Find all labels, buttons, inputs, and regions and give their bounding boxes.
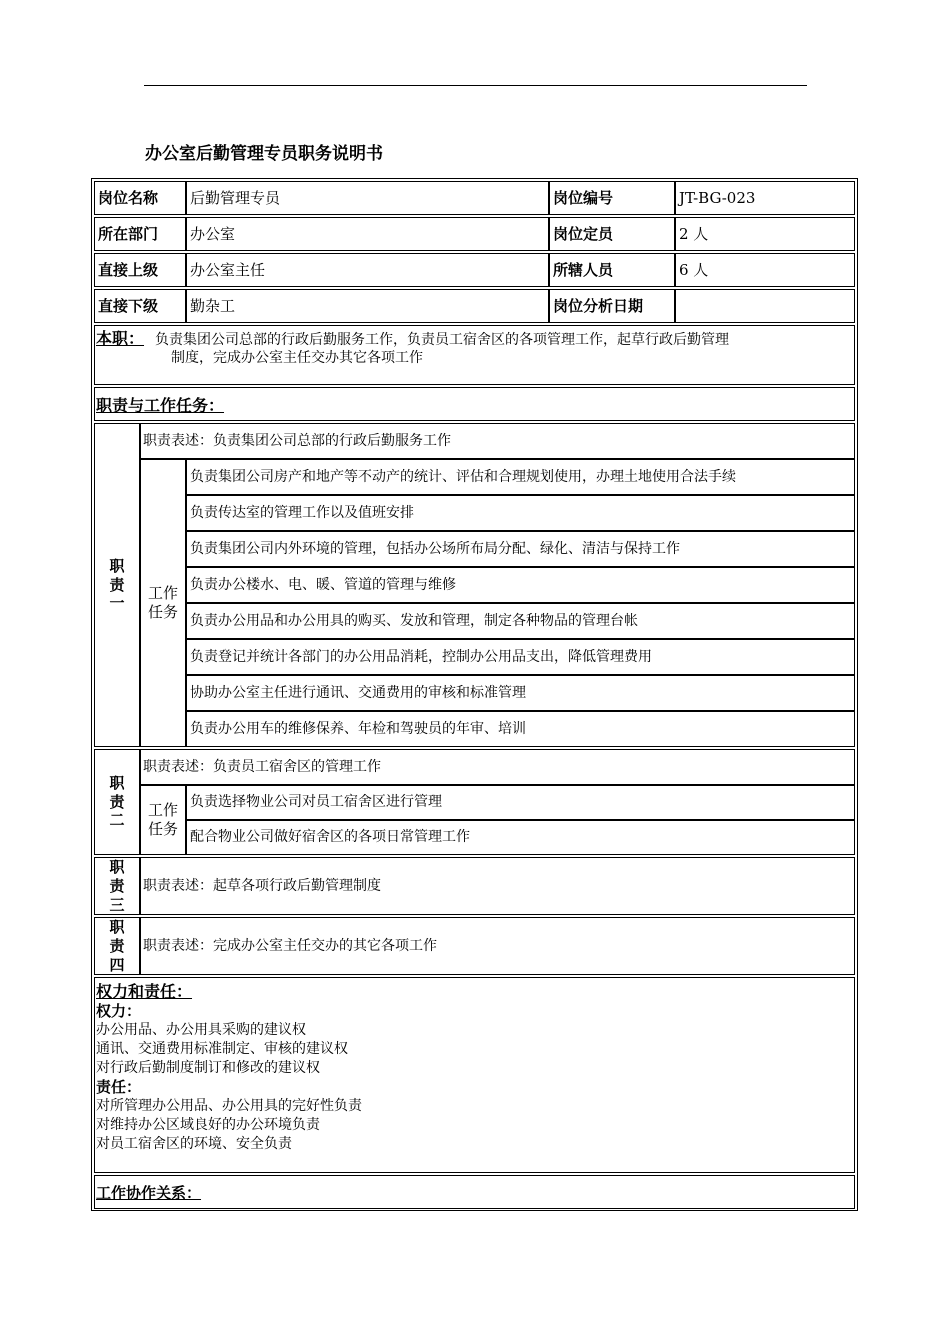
header-rule — [144, 85, 807, 86]
duty-line-2: 制度，完成办公室主任交办其它各项工作 — [171, 350, 423, 366]
power-item-1: 办公用品、办公用具采购的建议权 — [96, 1022, 306, 1038]
resp1-task-8: 负责办公用车的维修保养、年检和驾驶员的年审、培训 — [190, 720, 526, 737]
resp2-label — [94, 749, 140, 855]
resp2-task-label — [140, 785, 186, 855]
resp1-task-1: 负责集团公司房产和地产等不动产的统计、评估和合理规划使用，办理土地使用合法手续 — [190, 468, 736, 485]
resp4-label-char-2: 责 — [109, 936, 125, 955]
resp1-task-5: 负责办公用品和办公用具的购买、发放和管理，制定各种物品的管理台帐 — [190, 612, 638, 629]
resp2-label-char-3: 二 — [109, 811, 125, 830]
analysis-date-value — [675, 289, 855, 323]
collaboration-heading: 工作协作关系： — [96, 1184, 202, 1202]
superior-label: 直接上级 — [98, 261, 159, 279]
resp1-label-char-3: 一 — [109, 594, 125, 613]
subordinate-value: 勤杂工 — [190, 297, 236, 315]
resp1-label — [94, 423, 140, 747]
resp1-task-2: 负责传达室的管理工作以及值班安排 — [190, 504, 414, 521]
resp1-task-4: 负责办公楼水、电、暖、管道的管理与维修 — [190, 576, 456, 593]
collaboration-cell — [94, 1175, 855, 1209]
document-title: 办公室后勤管理专员职务说明书 — [145, 144, 383, 164]
duty-label: 本职： — [96, 329, 145, 348]
resp2-task-label-line-1: 工作 — [147, 801, 178, 820]
resp1-label-char-2: 责 — [109, 575, 125, 594]
resp4-label-char-1: 职 — [109, 917, 125, 936]
resp2-desc: 职责表述：负责员工宿舍区的管理工作 — [143, 758, 381, 775]
resp1-label-char-1: 职 — [109, 556, 125, 575]
resp1-task-label-line-2: 任务 — [147, 603, 178, 621]
power-label: 权力： — [96, 1002, 142, 1020]
resp2-task-2: 配合物业公司做好宿舍区的各项日常管理工作 — [190, 829, 470, 846]
resp3-label-char-2: 责 — [109, 876, 125, 895]
department-value: 办公室 — [190, 225, 236, 243]
resp2-task-1: 负责选择物业公司对员工宿舍区进行管理 — [190, 794, 442, 811]
responsibilities-heading: 职责与工作任务： — [96, 396, 225, 415]
duty-line-1: 负责集团公司总部的行政后勤服务工作，负责员工宿舍区的各项管理工作，起草行政后勤管理 — [155, 332, 729, 348]
power-item-2: 通讯、交通费用标准制定、审核的建议权 — [96, 1041, 348, 1057]
resp2-label-char-2: 责 — [109, 792, 125, 811]
resp3-desc: 职责表述：起草各项行政后勤管理制度 — [143, 877, 381, 894]
resp1-task-label-line-1: 工作 — [147, 584, 178, 603]
resp4-desc: 职责表述：完成办公室主任交办的其它各项工作 — [143, 937, 437, 954]
analysis-date-label: 岗位分析日期 — [553, 297, 644, 315]
resp1-desc: 职责表述：负责集团公司总部的行政后勤服务工作 — [143, 432, 451, 449]
resp2-task-label-line-2: 任务 — [147, 820, 178, 838]
superior-value: 办公室主任 — [190, 261, 266, 279]
resp4-label — [94, 917, 140, 975]
resp1-task-7: 协助办公室主任进行通讯、交通费用的审核和标准管理 — [190, 684, 526, 701]
headcount-label: 岗位定员 — [553, 225, 614, 243]
headcount-value: 2 人 — [679, 225, 709, 243]
subordinate-label: 直接下级 — [98, 297, 159, 315]
subordinates-count-label: 所辖人员 — [553, 261, 614, 279]
power-item-3: 对行政后勤制度制订和修改的建议权 — [96, 1060, 320, 1076]
resp3-label-char-3: 三 — [109, 895, 125, 914]
position-code-value: JT-BG-023 — [679, 189, 756, 207]
resp3-label-char-1: 职 — [109, 857, 125, 876]
resp1-task-6: 负责登记并统计各部门的办公用品消耗，控制办公用品支出，降低管理费用 — [190, 648, 652, 665]
authority-heading: 权力和责任： — [96, 982, 193, 1001]
resp4-label-char-3: 四 — [109, 955, 125, 974]
position-name-label: 岗位名称 — [98, 189, 159, 207]
position-code-label: 岗位编号 — [553, 189, 614, 207]
responsibility-label: 责任： — [96, 1078, 142, 1096]
department-label: 所在部门 — [98, 225, 159, 243]
position-name-value: 后勤管理专员 — [190, 189, 281, 207]
responsibility-item-3: 对员工宿舍区的环境、安全负责 — [96, 1136, 292, 1152]
resp3-label — [94, 857, 140, 915]
resp1-task-3: 负责集团公司内外环境的管理，包括办公场所布局分配、绿化、清洁与保持工作 — [190, 540, 680, 557]
resp1-task-label — [140, 459, 186, 747]
resp2-label-char-1: 职 — [109, 773, 125, 792]
subordinates-count-value: 6 人 — [679, 261, 709, 279]
responsibility-item-2: 对维持办公区域良好的办公环境负责 — [96, 1117, 320, 1133]
responsibility-item-1: 对所管理办公用品、办公用具的完好性负责 — [96, 1098, 362, 1114]
